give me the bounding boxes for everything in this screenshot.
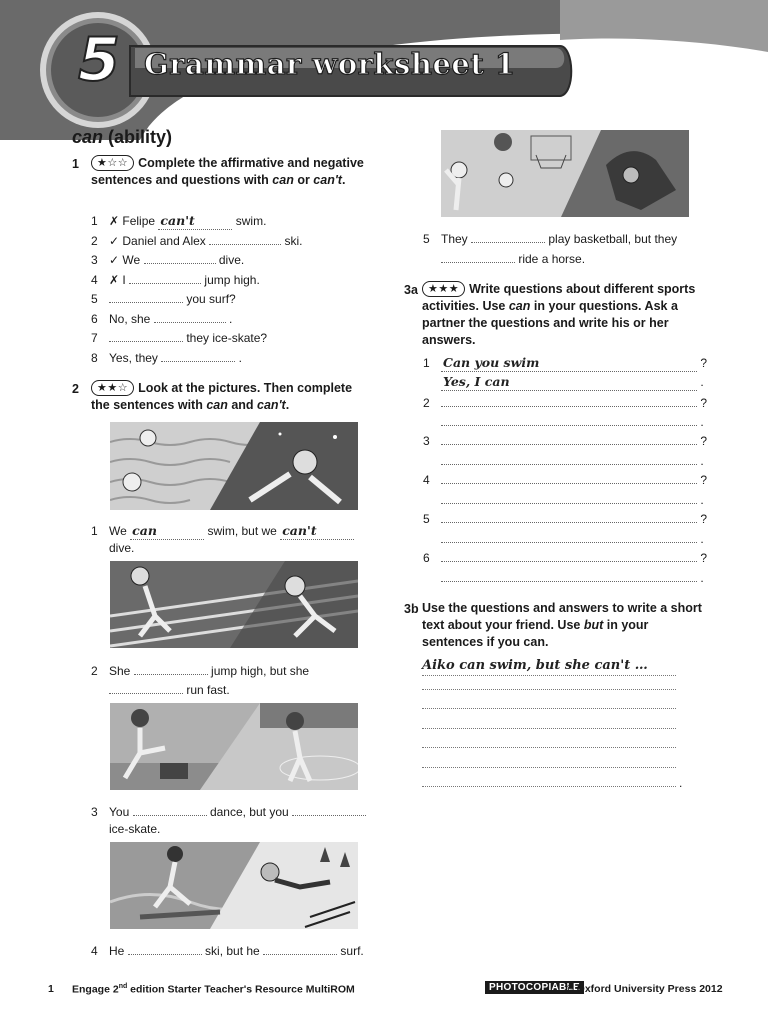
ex3b-example-line[interactable] <box>422 656 676 676</box>
item-number: 7 <box>91 331 98 345</box>
section-title-em: can <box>72 127 104 147</box>
item-number: 5 <box>91 292 98 306</box>
ex3a-instr-can: can <box>508 299 531 313</box>
answer-field[interactable] <box>441 433 697 445</box>
ex2-instr-end: . <box>285 398 290 412</box>
item-number: 2 <box>91 234 98 248</box>
ex3a-item-4-q <box>423 472 707 488</box>
item-text: . <box>229 312 233 326</box>
item-number: 4 <box>91 944 98 958</box>
answer-field[interactable] <box>441 355 697 372</box>
ex3a-instr-text-2: in your questions. Ask a partner the questions and write his or her answers. <box>422 299 678 347</box>
ex3a-item-6-a <box>441 570 704 586</box>
question-mark: ? <box>700 551 708 565</box>
item-number: 3 <box>91 805 98 819</box>
answer-field[interactable] <box>441 251 515 263</box>
ex2-instr-and: and <box>227 398 258 412</box>
ex2-item-2 <box>91 663 309 679</box>
handwritten-answer: can't <box>282 523 317 538</box>
answer-field[interactable] <box>263 943 337 955</box>
answer-field[interactable] <box>144 252 216 264</box>
handwritten-answer: Yes, I can <box>443 374 510 389</box>
ex1-instructions <box>91 155 381 189</box>
ex1-item-8 <box>91 350 242 366</box>
item-text: run fast. <box>186 683 230 697</box>
item-text: They <box>441 232 468 246</box>
item-text: play basketball, but they <box>548 232 678 246</box>
answer-field[interactable] <box>441 453 697 465</box>
item-text: ski. <box>284 234 303 248</box>
full-stop: . <box>700 532 704 546</box>
item-number: 6 <box>423 551 430 565</box>
illustration-dance-skate <box>110 703 358 790</box>
item-text: ✓ We <box>109 253 141 267</box>
question-mark: ? <box>700 356 708 370</box>
answer-field[interactable] <box>441 531 697 543</box>
item-number: 5 <box>423 512 430 526</box>
handwritten-answer: can <box>132 523 157 538</box>
writing-line[interactable] <box>422 767 676 768</box>
section-title <box>72 127 172 148</box>
item-text: swim, but we <box>207 524 277 538</box>
footer-copyright: © Oxford University Press 2012 <box>566 983 723 995</box>
ex1-item-5 <box>91 291 236 307</box>
answer-field[interactable] <box>154 311 226 323</box>
answer-field[interactable] <box>441 395 697 407</box>
handwritten-answer: can't <box>160 213 195 228</box>
answer-field[interactable] <box>441 374 697 391</box>
ex2-item-3 <box>91 804 366 820</box>
ex2-instr-text: Look at the pictures. Then complete the sentences with <box>91 381 353 412</box>
writing-line[interactable] <box>422 708 676 709</box>
illustration-swim-dive <box>110 422 358 510</box>
ex3a-item-1-a <box>441 374 704 391</box>
ex2-item-3-cont: ice-skate. <box>109 822 161 836</box>
ex2-item-4 <box>91 943 364 959</box>
answer-field[interactable] <box>109 330 183 342</box>
ex1-item-3 <box>91 252 244 268</box>
footer-title-b: edition Starter Teacher's Resource MultiROM <box>127 983 355 996</box>
answer-field[interactable] <box>471 231 545 243</box>
ex3a-item-3-q <box>423 433 707 449</box>
ex3a-item-1-q <box>423 355 707 372</box>
item-number: 1 <box>91 214 98 228</box>
item-number: 8 <box>91 351 98 365</box>
ex1-instr-text: Complete the affirmative and negative sentences and questions with <box>91 156 364 187</box>
item-text: dive. <box>218 253 245 267</box>
ex3a-number: 3a <box>404 283 418 297</box>
ex3a-item-2-a <box>441 414 704 430</box>
unit-number: 5 <box>78 25 120 95</box>
answer-field[interactable] <box>280 523 354 540</box>
ex1-item-6 <box>91 311 232 327</box>
item-text: Yes, they <box>109 351 158 365</box>
ex2-item-5 <box>423 231 677 247</box>
ex1-item-2 <box>91 233 302 249</box>
full-stop: . <box>700 415 704 429</box>
item-text: they ice-skate? <box>186 331 268 345</box>
ex3b-instr-text-2: in your sentences if you can. <box>422 618 649 649</box>
difficulty-stars: ★★☆ <box>91 380 134 396</box>
ex3a-item-5-a <box>441 531 704 547</box>
ex1-instr-or: or <box>293 173 314 187</box>
ex3a-item-6-q <box>423 550 707 566</box>
item-text: She <box>109 664 131 678</box>
ex3a-item-5-q <box>423 511 707 527</box>
answer-field[interactable] <box>109 291 183 303</box>
section-title-rest: (ability) <box>103 127 173 147</box>
ex3a-item-3-a <box>441 453 704 469</box>
item-text: swim. <box>235 214 267 228</box>
item-text: He <box>109 944 125 958</box>
item-text: . <box>238 351 242 365</box>
ex2-instr-cant: can't <box>257 398 286 412</box>
question-mark: ? <box>700 434 708 448</box>
ex3b-instr-but: but <box>583 618 604 632</box>
ex2-item-5-cont <box>441 251 585 267</box>
item-text: You <box>109 805 130 819</box>
item-number: 3 <box>91 253 98 267</box>
ex3a-item-2-q <box>423 395 707 411</box>
ex2-item-1 <box>91 523 354 540</box>
full-stop: . <box>700 493 704 507</box>
ex1-item-1 <box>91 213 266 230</box>
answer-field[interactable] <box>130 523 204 540</box>
item-text: We <box>109 524 127 538</box>
full-stop: . <box>700 375 704 389</box>
item-number: 4 <box>423 473 430 487</box>
item-text: No, she <box>109 312 151 326</box>
question-mark: ? <box>700 396 708 410</box>
full-stop: . <box>700 571 704 585</box>
writing-line[interactable] <box>422 747 676 748</box>
answer-field[interactable] <box>441 570 697 582</box>
full-stop: . <box>700 454 704 468</box>
ex2-item-1-cont: dive. <box>109 541 135 555</box>
ex3a-instructions <box>422 281 712 349</box>
handwritten-answer: Can you swim <box>443 355 540 370</box>
illustration-ski-surf <box>110 842 358 929</box>
answer-field[interactable] <box>128 943 202 955</box>
item-number: 5 <box>423 232 430 246</box>
item-number: 1 <box>423 356 430 370</box>
illustration-jump-run <box>110 561 358 648</box>
ex2-number: 2 <box>72 382 79 396</box>
answer-field[interactable] <box>441 472 697 484</box>
answer-field[interactable] <box>441 414 697 426</box>
illustration-basketball-horse <box>441 130 689 217</box>
writing-line[interactable] <box>422 786 676 787</box>
writing-line <box>422 675 676 676</box>
item-text: ✗ Felipe <box>109 214 156 228</box>
ex2-item-2-cont <box>109 682 230 698</box>
difficulty-stars: ★☆☆ <box>91 155 134 171</box>
ex1-instr-cant: can't <box>313 173 342 187</box>
ex1-instr-can: can <box>272 173 294 187</box>
item-number: 2 <box>91 664 98 678</box>
footer-title-sup: nd <box>118 983 128 990</box>
answer-field[interactable] <box>133 804 207 816</box>
item-number: 2 <box>423 396 430 410</box>
item-text: ride a horse. <box>518 252 586 266</box>
question-mark: ? <box>700 512 708 526</box>
writing-line[interactable] <box>422 689 676 690</box>
answer-field[interactable] <box>441 550 697 562</box>
answer-field[interactable] <box>158 213 232 230</box>
item-number: 4 <box>91 273 98 287</box>
ex3a-item-4-a <box>441 492 704 508</box>
item-text: ✓ Daniel and Alex <box>109 234 206 248</box>
page-title: Grammar worksheet 1 <box>144 47 516 81</box>
item-text: ski, but he <box>205 944 260 958</box>
footer-title-a: Engage 2 <box>72 983 119 996</box>
item-text: ✗ I <box>109 273 126 287</box>
ex3b-instructions <box>422 600 704 651</box>
ex2-instructions <box>91 380 371 414</box>
difficulty-stars: ★★★ <box>422 281 465 297</box>
answer-field[interactable] <box>441 492 697 504</box>
item-text: jump high. <box>204 273 260 287</box>
ex1-item-4 <box>91 272 260 288</box>
footer-page-number: 1 <box>48 983 54 995</box>
answer-field[interactable] <box>129 272 201 284</box>
answer-field[interactable] <box>109 682 183 694</box>
item-text: you surf? <box>186 292 236 306</box>
item-text: jump high, but she <box>211 664 310 678</box>
ex3b-number: 3b <box>404 602 419 616</box>
item-text: dance, but you <box>209 805 289 819</box>
photocopiable-badge: PHOTOCOPIABLE <box>485 981 584 994</box>
answer-field[interactable] <box>209 233 281 245</box>
ex1-instr-end: . <box>341 173 346 187</box>
question-mark: ? <box>700 473 708 487</box>
ex1-item-7 <box>91 330 267 346</box>
footer-book-title <box>72 983 355 996</box>
answer-field[interactable] <box>161 350 235 362</box>
ex3b-instr-text: Use the questions and answers to write a short text about your friend. Use <box>422 601 702 632</box>
answer-field[interactable] <box>441 511 697 523</box>
answer-field[interactable] <box>292 804 366 816</box>
item-number: 1 <box>91 524 98 538</box>
item-number: 3 <box>423 434 430 448</box>
ex3a-instr-text: Write questions about different sports activities. Use <box>422 282 696 313</box>
item-text: surf. <box>340 944 364 958</box>
item-number: 6 <box>91 312 98 326</box>
writing-line[interactable] <box>422 728 676 729</box>
ex2-instr-can: can <box>206 398 228 412</box>
answer-field[interactable] <box>134 663 208 675</box>
handwritten-answer: Aiko can swim, but she can't … <box>422 658 648 673</box>
ex3b-full-stop: . <box>679 776 683 790</box>
ex1-number: 1 <box>72 157 79 171</box>
